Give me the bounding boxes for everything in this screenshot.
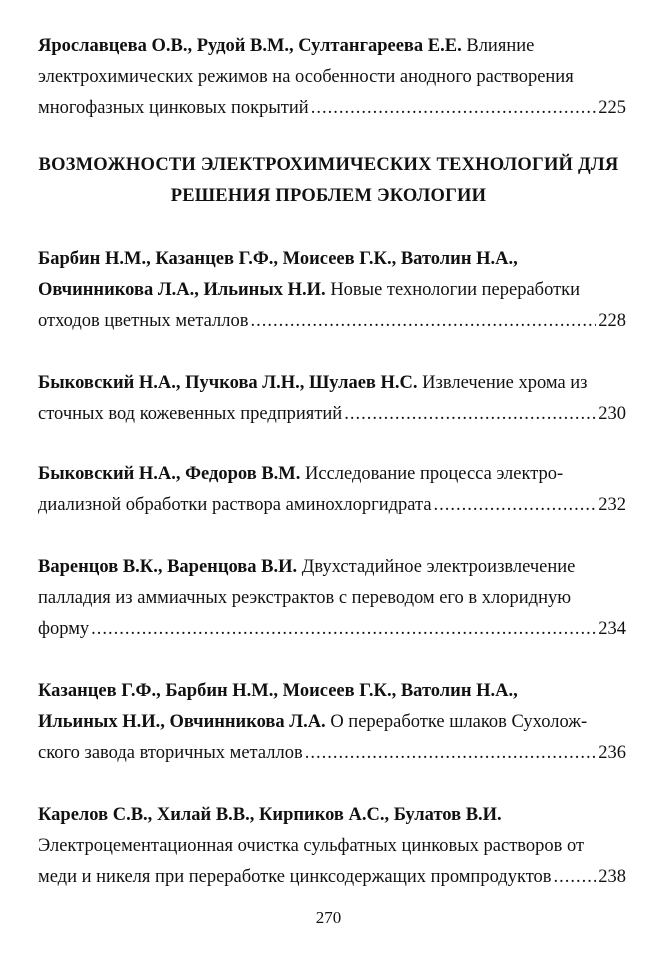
entry-page-number: 234 (598, 619, 626, 639)
entry-title-part: Извлечение хрома из (417, 373, 588, 393)
section-heading-line: ВОЗМОЖНОСТИ ЭЛЕКТРОХИМИЧЕСКИХ ТЕХНОЛОГИЙ ДЛЯ (38, 155, 619, 175)
dot-leader (434, 490, 597, 521)
entry-authors: Быковский Н.А., Пучкова Л.Н., Шулаев Н.С. (38, 373, 418, 393)
entry-authors: Быковский Н.А., Федоров В.М. (38, 464, 301, 484)
entry-title-part: Влияние (461, 36, 535, 56)
toc-entry (38, 676, 626, 769)
toc-entry-line (38, 31, 626, 62)
entry-page-number: 236 (598, 743, 626, 763)
dot-leader (311, 93, 597, 124)
toc-entry-line: электрохимических режимов на особенности анодного растворения (38, 67, 574, 87)
toc-entry-line (38, 275, 626, 306)
entry-authors: Барбин Н.М., Казанцев Г.Ф., Моисеев Г.К., Ватолин Н.А., (38, 249, 518, 269)
toc-entry-last-line (38, 862, 626, 893)
entry-authors: Овчинникова Л.А., Ильиных Н.И. (38, 280, 326, 300)
entry-title-end: форму (38, 619, 90, 639)
entry-title-end: ского завода вторичных металлов (38, 743, 303, 763)
toc-entry (38, 244, 626, 337)
dot-leader (91, 614, 596, 645)
toc-entry-line: палладия из аммиачных реэкстрактов с переводом его в хлоридную (38, 588, 572, 608)
dot-leader (344, 399, 596, 430)
toc-entry-last-line (38, 399, 626, 430)
entry-title-end: диализной обработки раствора аминохлоргидрата (38, 495, 432, 515)
toc-entry (38, 31, 626, 124)
page-number: 270 (315, 908, 342, 927)
entry-title-end: отходов цветных металлов (38, 311, 249, 331)
toc-entry-line: Электроцементационная очистка сульфатных цинковых растворов от (38, 836, 585, 856)
dot-leader (305, 738, 597, 769)
entry-authors: Варенцов В.К., Варенцова В.И. (38, 557, 298, 577)
toc-entry (38, 800, 626, 893)
section-heading-line: РЕШЕНИЯ ПРОБЛЕМ ЭКОЛОГИИ (170, 186, 487, 206)
toc-entry-last-line (38, 306, 626, 337)
entry-page-number: 228 (598, 311, 626, 331)
entry-authors: Казанцев Г.Ф., Барбин Н.М., Моисеев Г.К., Ватолин Н.А., (38, 681, 518, 701)
entry-page-number: 232 (598, 495, 626, 515)
entry-page-number: 225 (598, 98, 626, 118)
entry-page-number: 238 (598, 867, 626, 887)
entry-authors: Ильиных Н.И., Овчинникова Л.А. (38, 712, 326, 732)
entry-title-end: сточных вод кожевенных предприятий (38, 404, 343, 424)
entry-title-part: О переработке шлаков Сухолож- (325, 712, 588, 732)
toc-entry-line (38, 459, 626, 490)
toc-entry-last-line (38, 490, 626, 521)
toc-entry-line (38, 368, 626, 399)
entry-title-end: меди и никеля при переработке цинксодержащих промпродуктов (38, 867, 552, 887)
dot-leader (554, 862, 597, 893)
entry-title-part: Исследование процесса электро- (300, 464, 564, 484)
dot-leader (250, 306, 596, 337)
entry-page-number: 230 (598, 404, 626, 424)
entry-title-part: Двухстадийное электроизвлечение (297, 557, 576, 577)
toc-entry-line (38, 552, 626, 583)
entry-authors: Карелов С.В., Хилай В.В., Кирпиков А.С., Булатов В.И. (38, 805, 502, 825)
toc-entry-line (38, 707, 626, 738)
entry-title-end: многофазных цинковых покрытий (38, 98, 309, 118)
toc-entry-last-line (38, 614, 626, 645)
toc-entry-last-line (38, 93, 626, 124)
toc-entry (38, 459, 626, 521)
toc-entry-last-line (38, 738, 626, 769)
toc-entry (38, 368, 626, 430)
entry-authors: Ярославцева О.В., Рудой В.М., Султангареева Е.Е. (38, 36, 462, 56)
section-heading (0, 150, 657, 212)
entry-title-part: Новые технологии переработки (325, 280, 581, 300)
toc-entry (38, 552, 626, 645)
